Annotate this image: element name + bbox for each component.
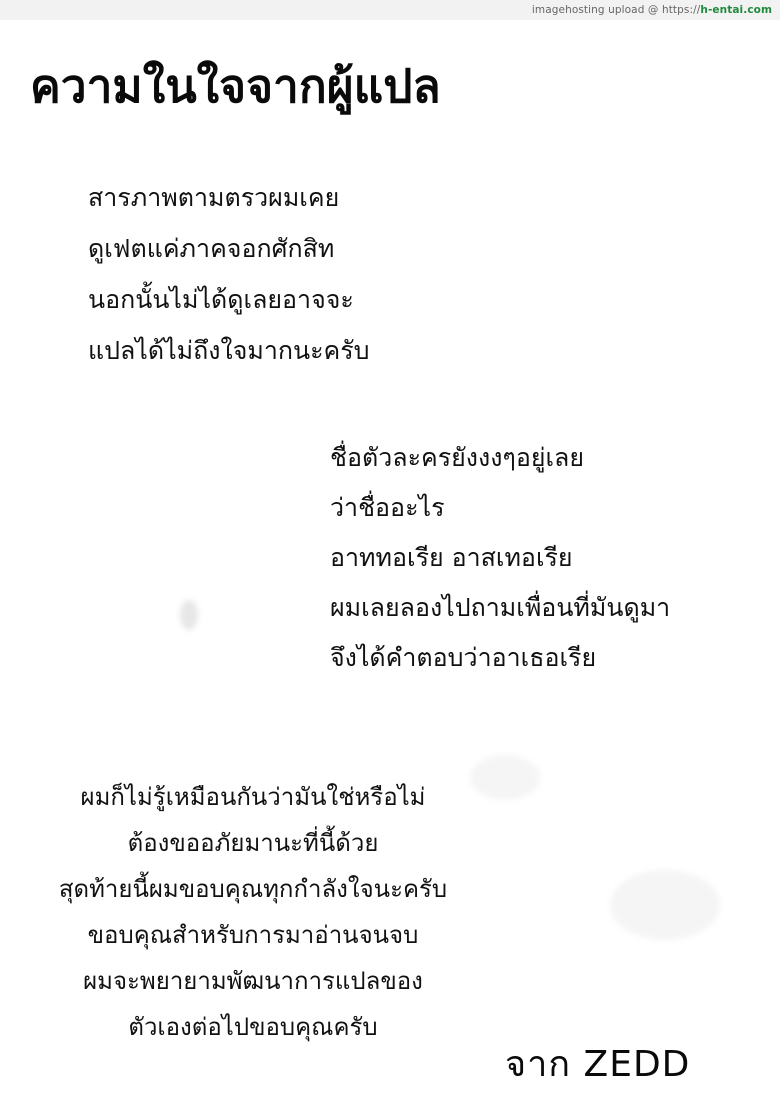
scan-smudge [180, 600, 198, 630]
watermark-prefix: imagehosting upload @ https:// [531, 4, 701, 16]
translator-note-stanza-one [88, 185, 370, 389]
signature: จาก ZEDD [505, 1044, 691, 1085]
page-title: ความในใจจากผู้แปล [30, 59, 441, 113]
text-line: ขอบคุณสำหรับการมาอ่านจนจบ [87, 921, 419, 949]
text-line: อาททอเรีย อาสเทอเรีย [330, 543, 573, 572]
text-line: ว่าชื่ออะไร [330, 493, 445, 522]
text-line: ผมเลยลองไปถามเพื่อนที่มันดูมา [330, 593, 671, 622]
text-line: จึงได้คำตอบว่าอาเธอเรีย [330, 643, 597, 672]
text-line: ผมก็ไม่รู้เหมือนกันว่ามันใช่หรือไม่ [80, 783, 426, 811]
text-line: ตัวเองต่อไปขอบคุณครับ [128, 1013, 378, 1041]
document-page [0, 20, 780, 1117]
watermark-text [532, 4, 772, 16]
text-line: ชื่อตัวละครยังงงๆอยู่เลย [330, 443, 585, 472]
text-line: ต้องขออภัยมานะที่นี้ด้วย [127, 829, 379, 857]
scan-smudge [610, 870, 720, 940]
text-line: ดูเฟตแค่ภาคจอกศักสิท [88, 234, 335, 263]
translator-note-stanza-two [330, 445, 670, 695]
text-line: สารภาพตามตรวผมเคย [88, 183, 340, 212]
translator-note-stanza-three [18, 785, 488, 1061]
text-line: สุดท้ายนี้ผมขอบคุณทุกกำลังใจนะครับ [58, 875, 448, 903]
watermark-domain-link[interactable]: h-entai.com [700, 4, 772, 16]
text-line: แปลได้ไม่ถึงใจมากนะครับ [88, 336, 370, 365]
text-line: ผมจะพยายามพัฒนาการแปลของ [83, 967, 423, 995]
text-line: นอกนั้นไม่ได้ดูเลยอาจจะ [88, 285, 354, 314]
watermark-bar [0, 0, 780, 20]
